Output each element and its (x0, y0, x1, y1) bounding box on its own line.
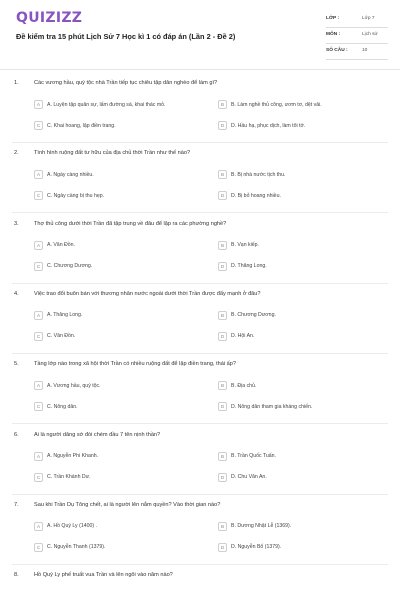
option-letter-box: C (34, 121, 43, 130)
option-letter-box: B (218, 311, 227, 320)
meta-value: 10 (362, 48, 368, 53)
document-title: Đề kiểm tra 15 phút Lịch Sử 7 Học kì 1 có đáp án (Lần 2 - Đề 2) (16, 32, 236, 41)
question-number: 8. (14, 572, 19, 579)
option-text: A. Vương hầu, quý tộc. (47, 382, 101, 389)
option-text: D. Nông dân tham gia kháng chiến. (231, 403, 313, 410)
question-divider (12, 423, 388, 424)
meta-label: MÔN : (326, 32, 341, 37)
option-letter-box: C (34, 473, 43, 482)
option-letter-box: A (34, 522, 43, 531)
option-text: A. Nguyễn Phi Khanh. (47, 453, 99, 459)
option-text: D. Bị bỏ hoang nhiều. (231, 192, 281, 199)
question-divider (12, 212, 388, 213)
question-number: 5. (14, 361, 19, 368)
question-divider (12, 494, 388, 495)
option-text: D. Nguyễn Bổ (1379). (231, 544, 282, 551)
option-text: B. Vạn kiếp. (231, 242, 259, 249)
option-letter-box: B (218, 381, 227, 390)
option-text: A. Ngày càng nhiều. (47, 171, 94, 178)
option-text: C. Khai hoang, lập điền trang. (47, 122, 116, 129)
meta-row-question-count (326, 44, 388, 60)
question-text: Các vương hầu, quý tộc nhà Trần tiếp tục chiêu tập dân nghèo để làm gì? (34, 80, 218, 86)
question-number: 6. (14, 431, 19, 438)
option-text: A. Hồ Quý Ly (1400) . (47, 523, 97, 530)
question-number: 2. (14, 150, 19, 157)
option-letter-box: C (34, 262, 43, 271)
option-text: C. Nguyễn Thanh (1379). (47, 544, 106, 551)
question-text: Tình hình ruộng đất tư hữu của địa chủ thời Trần như thế nào? (34, 150, 191, 157)
question-text: Việc trao đổi buôn bán với thương nhân nước ngoài dưới thời Trần được đẩy mạnh ở đâu? (34, 290, 261, 297)
option-text: C. Chương Dương. (47, 263, 93, 270)
option-letter-box: A (34, 311, 43, 320)
meta-row-subject (326, 28, 388, 44)
question-divider (12, 564, 388, 565)
option-letter-box: B (218, 100, 227, 109)
option-text: D. Thăng Long. (231, 263, 267, 270)
meta-row-class (326, 12, 388, 28)
question-number: 3. (14, 220, 19, 227)
question-text: Thợ thủ công dưới thời Trần đã tập trung về đâu để lập ra các phường nghề? (34, 220, 227, 227)
meta-table (326, 12, 388, 60)
option-text: B. Dương Nhật Lễ (1369). (231, 523, 292, 530)
option-letter-box: D (218, 543, 227, 552)
worksheet-header (0, 0, 400, 70)
option-text: C. Trần Khánh Dư. (47, 474, 91, 480)
option-text: B. Trần Quốc Tuấn. (231, 453, 276, 459)
option-letter-box: A (34, 100, 43, 109)
option-letter-box: D (218, 332, 227, 341)
option-letter-box: D (218, 402, 227, 411)
option-text: A. Thăng Long. (47, 312, 83, 319)
option-letter-box: B (218, 452, 227, 461)
option-letter-box: C (34, 543, 43, 552)
option-text: D. Hầu hạ, phục dịch, làm tôi tớ. (231, 122, 306, 129)
option-letter-box: D (218, 191, 227, 200)
option-letter-box: D (218, 262, 227, 271)
question-divider (12, 283, 388, 284)
option-letter-box: B (218, 522, 227, 531)
question-text: Hồ Quý Ly phế truất vua Trần và lên ngôi vào năm nào? (34, 572, 173, 579)
option-text: B. Địa chủ. (231, 382, 257, 389)
question-text: Ai là người dâng sớ đòi chém đầu 7 tên nịnh thần? (34, 431, 161, 438)
question-number: 1. (14, 80, 19, 86)
option-text: C. Nông dân. (47, 403, 78, 410)
meta-label: LỚP : (326, 16, 340, 21)
question-divider (12, 142, 388, 143)
meta-label: SỐ CÂU : (326, 48, 348, 53)
question-text: Tầng lớp nào trong xã hội thời Trần có nhiều ruộng đất để lập điền trang, thái ấp? (34, 361, 237, 368)
option-letter-box: C (34, 332, 43, 341)
option-letter-box: A (34, 170, 43, 179)
option-letter-box: B (218, 241, 227, 250)
option-letter-box: A (34, 381, 43, 390)
option-text: A. Vân Đồn. (47, 242, 75, 249)
question-number: 7. (14, 501, 19, 508)
option-letter-box: D (218, 121, 227, 130)
option-letter-box: A (34, 241, 43, 250)
option-text: A. Luyện tập quân sự, lấm đường sá, khai thác mỏ. (47, 101, 166, 108)
option-text: B. Làm nghề thủ công, ươm tơ, dệt vải. (231, 101, 322, 108)
option-letter-box: C (34, 402, 43, 411)
question-divider (12, 353, 388, 354)
meta-value: Lịch sử (362, 32, 378, 37)
option-text: D. Hội An. (231, 333, 255, 340)
option-letter-box: D (218, 473, 227, 482)
option-text: B. Bị nhà nước tịch thu. (231, 171, 286, 178)
question-text: Sau khi Trần Dụ Tông chết, ai là người lên nắm quyền? Vào thời gian nào? (34, 501, 221, 508)
quizizz-logo: QUIZIZZ (16, 10, 83, 26)
option-text: C. Ngày càng bị thu hẹp. (47, 192, 105, 199)
option-text: C. Vân Đồn. (47, 333, 76, 340)
question-number: 4. (14, 290, 19, 297)
option-text: D. Chu Văn An. (231, 474, 267, 480)
option-letter-box: A (34, 452, 43, 461)
option-letter-box: C (34, 191, 43, 200)
option-letter-box: B (218, 170, 227, 179)
meta-value: Lớp 7 (362, 16, 375, 21)
option-text: B. Chương Dương. (231, 312, 276, 319)
